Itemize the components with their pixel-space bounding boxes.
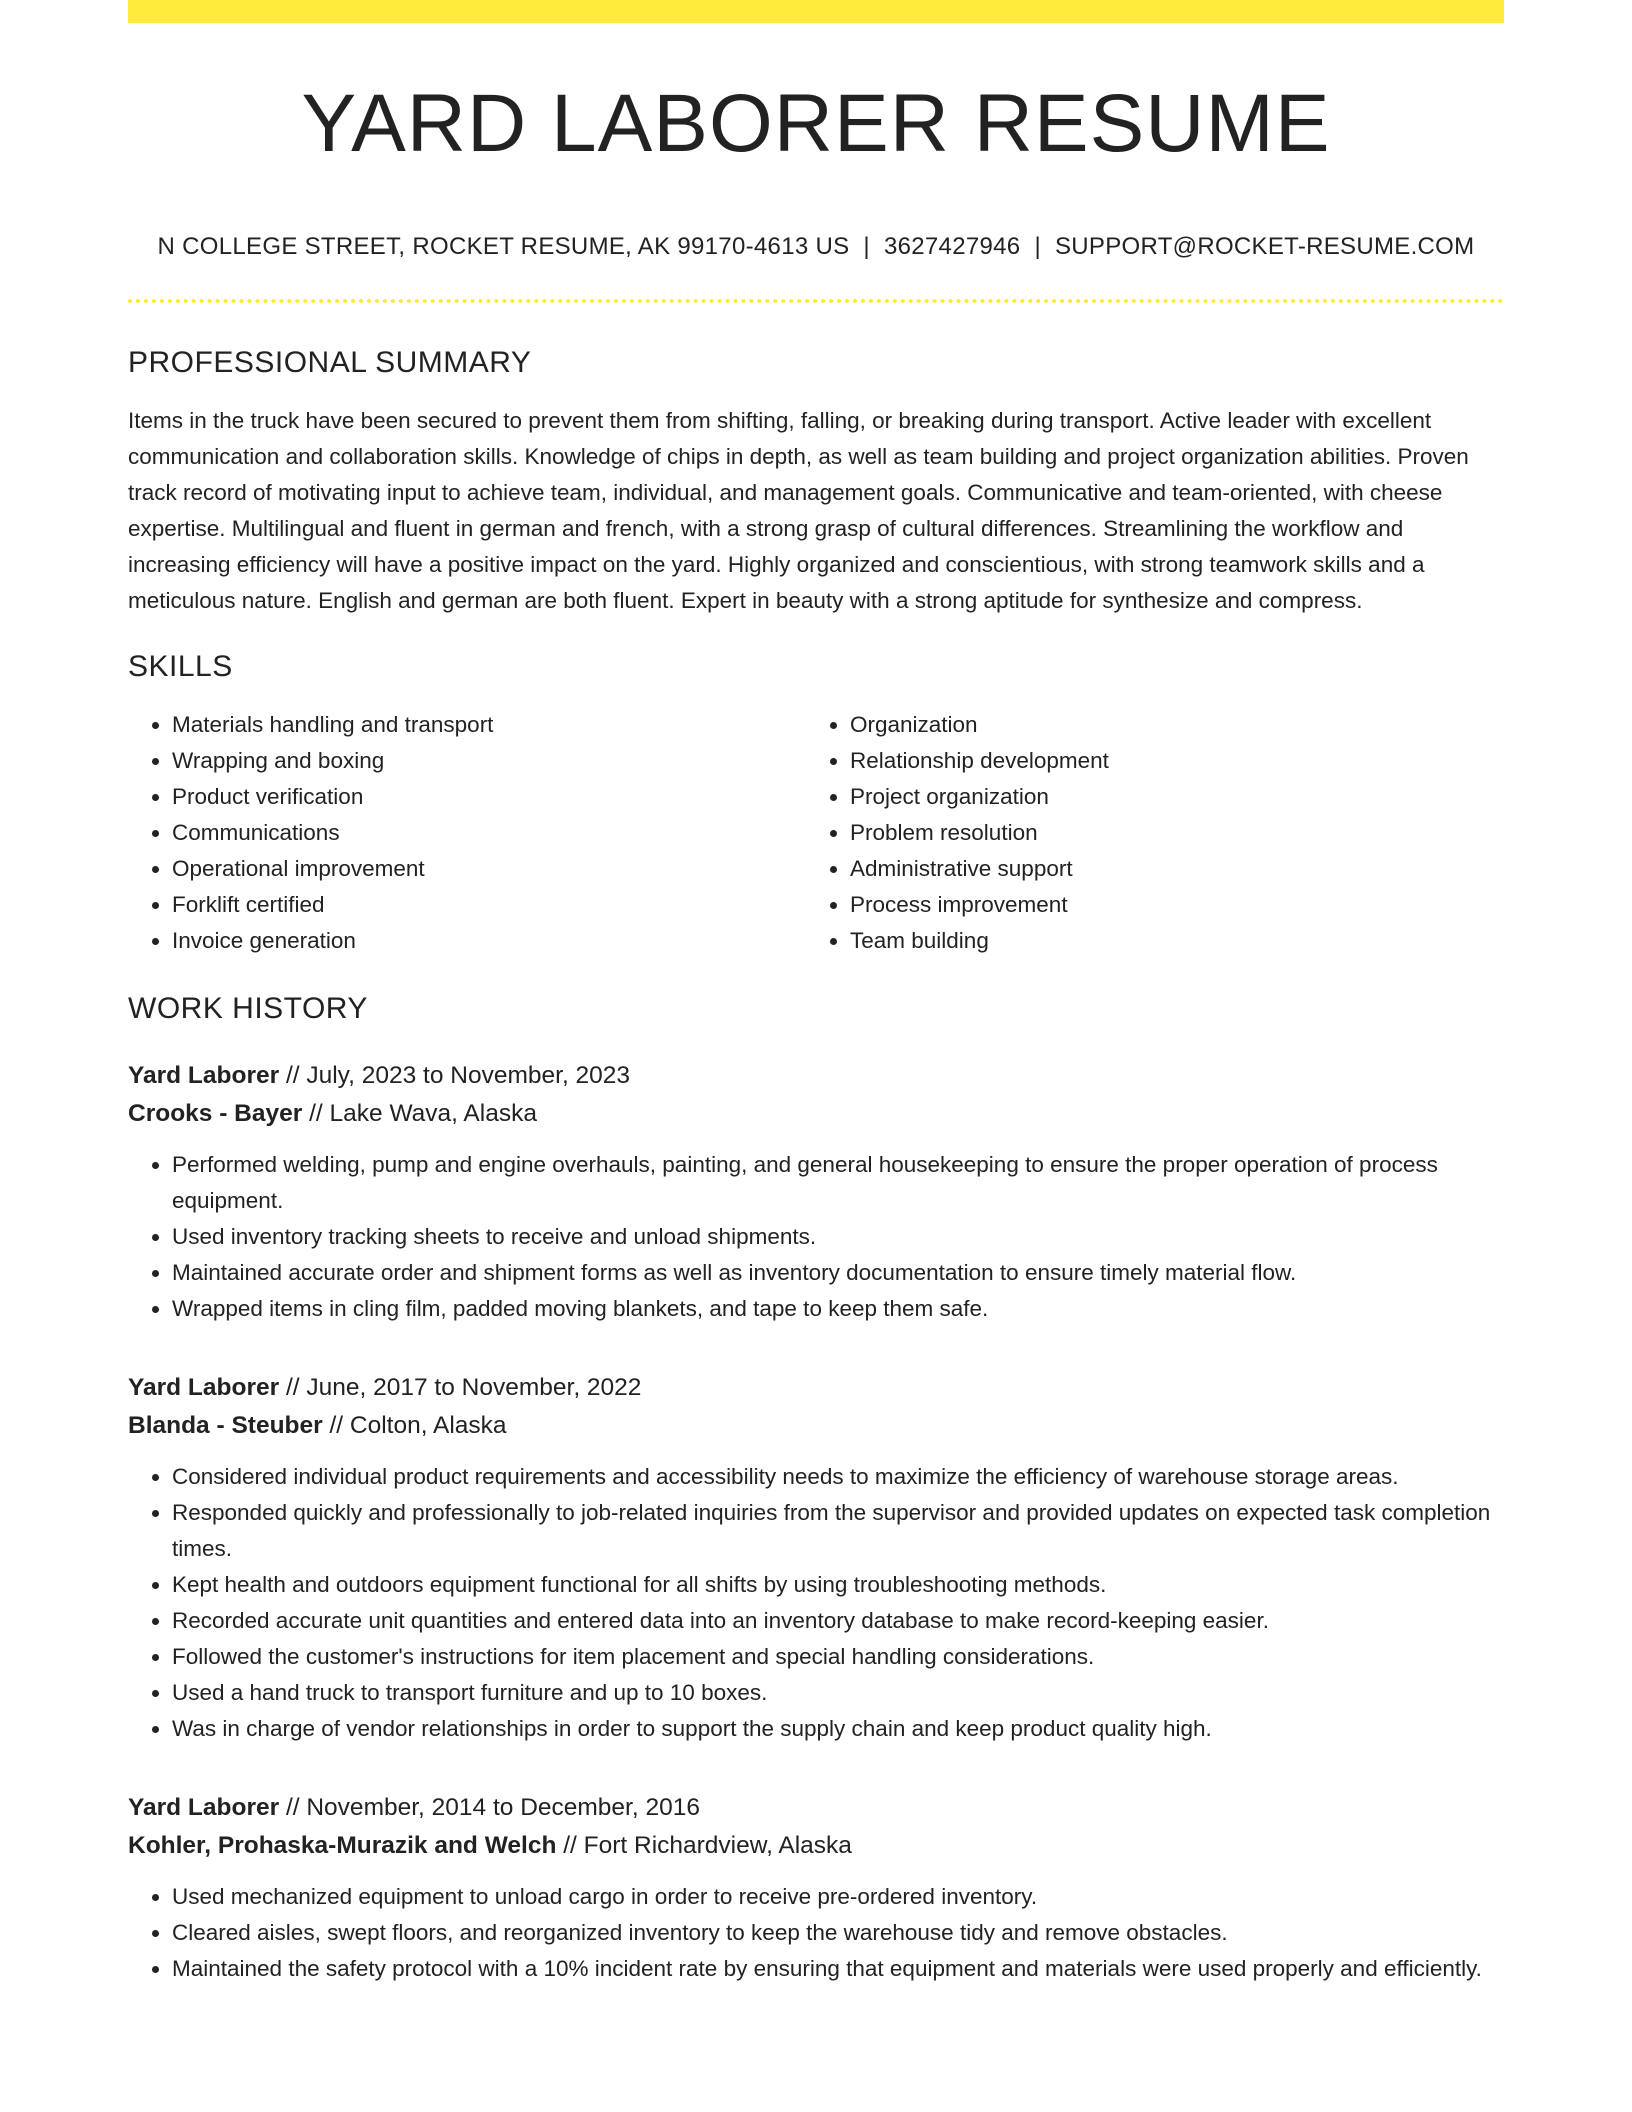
contact-separator: | bbox=[863, 233, 870, 260]
job-entry bbox=[128, 1057, 1504, 1327]
job-duties bbox=[128, 1459, 1504, 1747]
job-company-line bbox=[128, 1095, 1504, 1133]
skill-item: • Organization bbox=[850, 707, 1484, 743]
skills-column-left bbox=[128, 707, 806, 959]
skill-item: • Wrapping and boxing bbox=[172, 743, 806, 779]
job-dates: // November, 2014 to December, 2016 bbox=[279, 1794, 700, 1821]
job-duty: • Responded quickly and professionally to job-related inquiries from the supervisor and provided updates on expected task completion times. bbox=[172, 1495, 1504, 1567]
job-entry bbox=[128, 1369, 1504, 1747]
job-duty: • Used a hand truck to transport furniture and up to 10 boxes. bbox=[172, 1675, 1504, 1711]
job-title-line bbox=[128, 1057, 1504, 1095]
job-duty: • Followed the customer's instructions for item placement and special handling considerations. bbox=[172, 1639, 1504, 1675]
header-divider bbox=[128, 299, 1504, 303]
job-duty: • Was in charge of vendor relationships in order to support the supply chain and keep product quality high. bbox=[172, 1711, 1504, 1747]
job-dates: // July, 2023 to November, 2023 bbox=[279, 1062, 631, 1089]
summary-text: Items in the truck have been secured to prevent them from shifting, falling, or breaking during transport. Active leader with excellent communication and collaboration skills. Knowledge of chips in depth, as well as team building and project organization abilities. Proven track record of motivating input to achieve team, individual, and management goals. Communicative and team-oriented, with cheese expertise. Multilingual and fluent in german and french, with a strong grasp of cultural differences. Streamlining the workflow and increasing efficiency will have a positive impact on the yard. Highly organized and conscientious, with strong teamwork skills and a meticulous nature. English and german are both fluent. Expert in beauty with a strong aptitude for synthesize and compress. bbox=[128, 408, 1469, 613]
skills-heading: SKILLS bbox=[128, 650, 233, 683]
top-accent-bar bbox=[128, 0, 1504, 23]
job-duty: • Considered individual product requirements and accessibility needs to maximize the efficiency of warehouse storage areas. bbox=[172, 1459, 1504, 1495]
resume-page bbox=[128, 0, 1504, 1987]
job-duties bbox=[128, 1879, 1504, 1987]
job-location: // Fort Richardview, Alaska bbox=[556, 1832, 852, 1859]
skill-item: • Invoice generation bbox=[172, 923, 806, 959]
skill-item: • Project organization bbox=[850, 779, 1484, 815]
skill-item: • Team building bbox=[850, 923, 1484, 959]
skill-item: • Forklift certified bbox=[172, 887, 806, 923]
job-duty: • Maintained accurate order and shipment forms as well as inventory documentation to ensure timely material flow. bbox=[172, 1255, 1504, 1291]
contact-info bbox=[128, 233, 1504, 261]
job-title: Yard Laborer bbox=[128, 1374, 280, 1401]
skill-item: • Operational improvement bbox=[172, 851, 806, 887]
summary-heading: PROFESSIONAL SUMMARY bbox=[128, 346, 532, 379]
job-company: Kohler, Prohaska-Murazik and Welch bbox=[128, 1832, 557, 1859]
job-title: Yard Laborer bbox=[128, 1062, 280, 1089]
contact-phone: 3627427946 bbox=[883, 233, 1021, 260]
contact-email: SUPPORT@ROCKET-RESUME.COM bbox=[1054, 233, 1475, 260]
resume-title: YARD LABORER RESUME bbox=[301, 78, 1331, 169]
skill-item: • Materials handling and transport bbox=[172, 707, 806, 743]
job-duty: • Cleared aisles, swept floors, and reorganized inventory to keep the warehouse tidy and remove obstacles. bbox=[172, 1915, 1504, 1951]
job-title-line bbox=[128, 1369, 1504, 1407]
contact-separator: | bbox=[1034, 233, 1041, 260]
skills-list bbox=[128, 707, 1504, 959]
skill-item: • Process improvement bbox=[850, 887, 1484, 923]
job-title: Yard Laborer bbox=[128, 1794, 280, 1821]
job-dates: // June, 2017 to November, 2022 bbox=[279, 1374, 642, 1401]
job-location: // Colton, Alaska bbox=[322, 1412, 507, 1439]
job-duty: • Performed welding, pump and engine overhauls, painting, and general housekeeping to ensure the proper operation of process equipment. bbox=[172, 1147, 1504, 1219]
job-company: Crooks - Bayer bbox=[128, 1100, 303, 1127]
job-company-line bbox=[128, 1407, 1504, 1445]
skill-item: • Communications bbox=[172, 815, 806, 851]
job-company: Blanda - Steuber bbox=[128, 1412, 323, 1439]
skill-item: • Relationship development bbox=[850, 743, 1484, 779]
contact-address: N COLLEGE STREET, ROCKET RESUME, AK 99170-4613 US bbox=[157, 233, 850, 260]
skill-item: • Administrative support bbox=[850, 851, 1484, 887]
work-history-heading: WORK HISTORY bbox=[128, 992, 368, 1025]
job-duties bbox=[128, 1147, 1504, 1327]
job-entry bbox=[128, 1789, 1504, 1987]
job-title-line bbox=[128, 1789, 1504, 1827]
job-company-line bbox=[128, 1827, 1504, 1865]
job-location: // Lake Wava, Alaska bbox=[302, 1100, 537, 1127]
skill-item: • Problem resolution bbox=[850, 815, 1484, 851]
job-duty: • Maintained the safety protocol with a 10% incident rate by ensuring that equipment and materials were used properly and efficiently. bbox=[172, 1951, 1504, 1987]
job-duty: • Used mechanized equipment to unload cargo in order to receive pre-ordered inventory. bbox=[172, 1879, 1504, 1915]
job-duty: • Kept health and outdoors equipment functional for all shifts by using troubleshooting methods. bbox=[172, 1567, 1504, 1603]
skill-item: • Product verification bbox=[172, 779, 806, 815]
job-duty: • Used inventory tracking sheets to receive and unload shipments. bbox=[172, 1219, 1504, 1255]
skills-column-right bbox=[806, 707, 1484, 959]
job-duty: • Wrapped items in cling film, padded moving blankets, and tape to keep them safe. bbox=[172, 1291, 1504, 1327]
job-duty: • Recorded accurate unit quantities and entered data into an inventory database to make record-keeping easier. bbox=[172, 1603, 1504, 1639]
